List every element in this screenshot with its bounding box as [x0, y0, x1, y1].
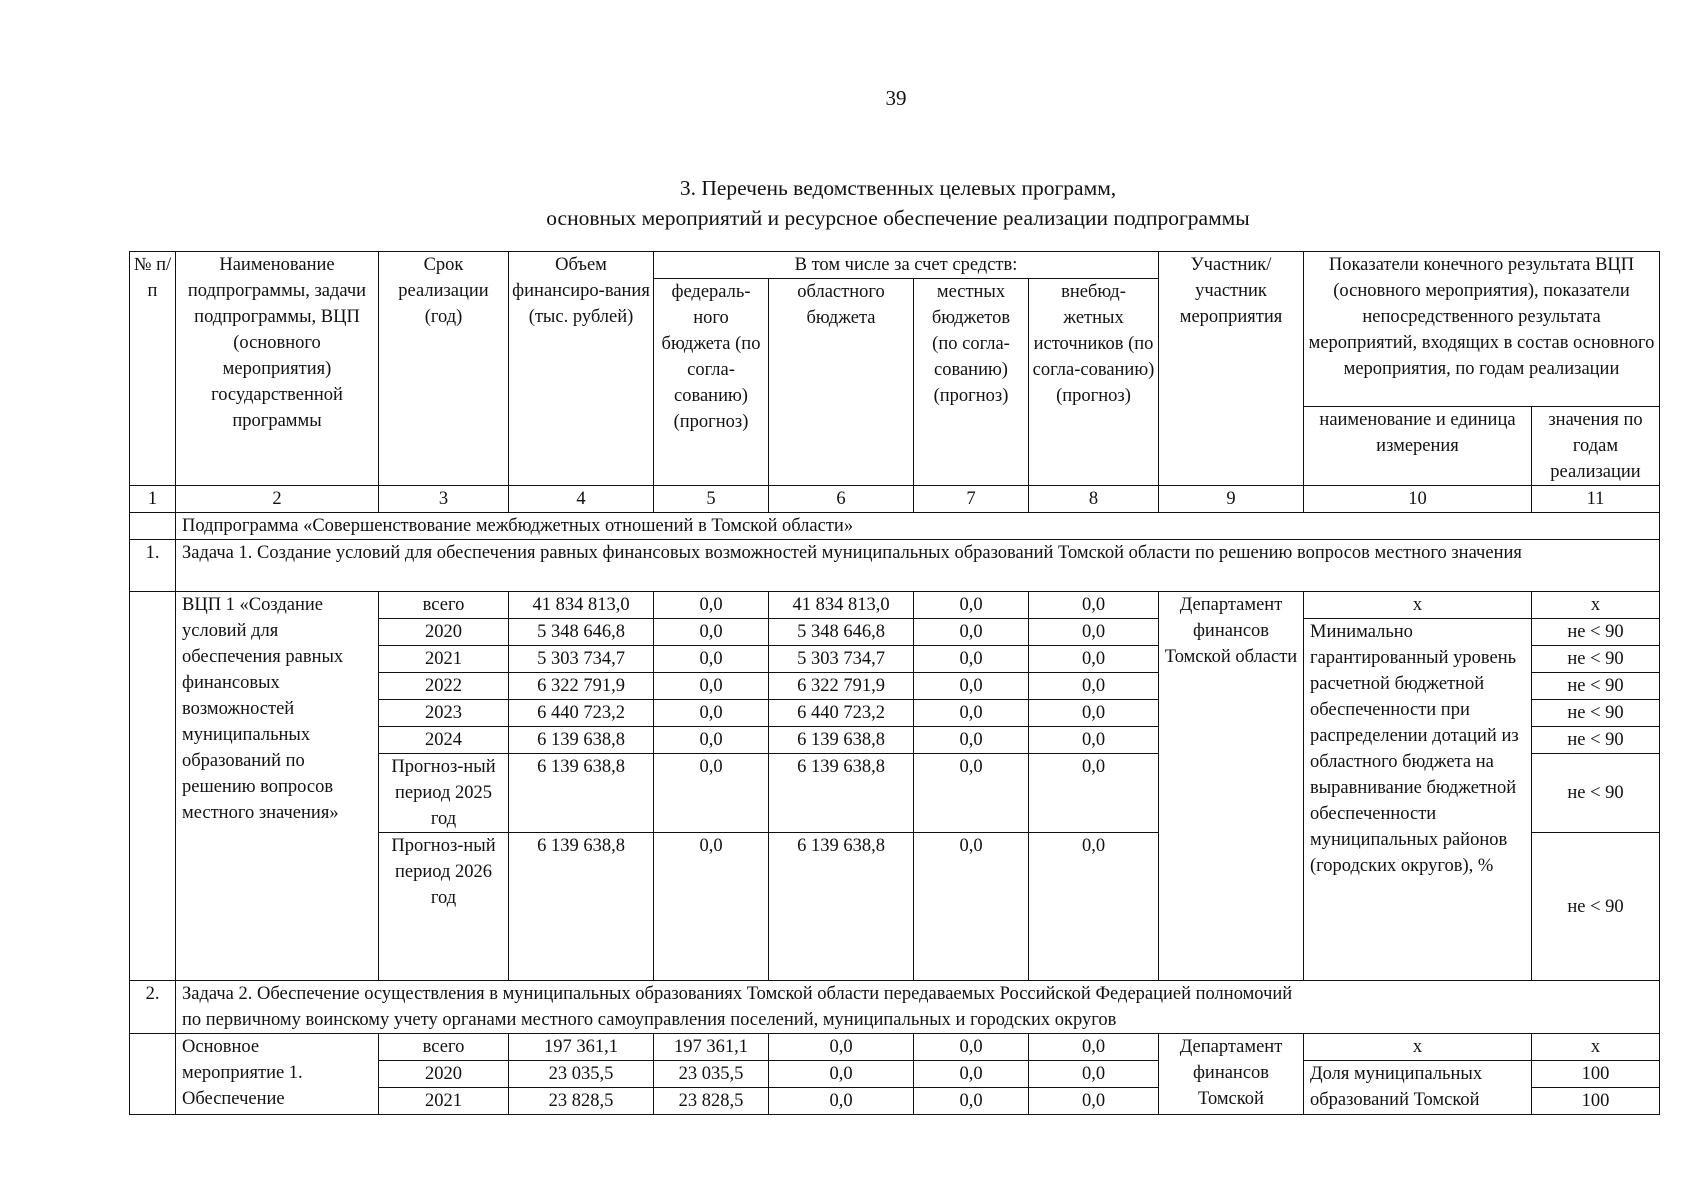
- cell-participant: [1159, 1034, 1304, 1115]
- header-col-local: местных бюджетов (по согла-сованию) (прогноз): [914, 279, 1029, 486]
- vcp-name: ВЦП 1 «Создание условий для обеспечения равных финансовых возможностей муниципальных образований по решению вопросов местного значения»: [176, 592, 379, 981]
- cell-federal: 0,0: [654, 673, 769, 700]
- cell-local: 0,0: [914, 619, 1029, 646]
- col-number: 3: [379, 486, 509, 513]
- cell-period: 2021: [379, 646, 509, 673]
- cell-value: не < 90: [1532, 727, 1660, 754]
- cell-regional: 41 834 813,0: [769, 592, 914, 619]
- subprogram-title: Подпрограмма «Совершенствование межбюджетных отношений в Томской области»: [176, 513, 1660, 540]
- empty-cell: [130, 1034, 176, 1115]
- cell-regional: 6 322 791,9: [769, 673, 914, 700]
- cell-indicator-total: x: [1304, 1034, 1532, 1061]
- table-row: [130, 592, 1660, 619]
- cell-total: 23 035,5: [509, 1061, 654, 1088]
- cell-value: 100: [1532, 1061, 1660, 1088]
- cell-participant: Департамент финансов Томской области: [1159, 592, 1304, 981]
- cell-total: 6 322 791,9: [509, 673, 654, 700]
- header-row-1: [130, 252, 1660, 279]
- cell-regional: 0,0: [769, 1061, 914, 1088]
- cell-extra: 0,0: [1029, 1061, 1159, 1088]
- cell-total: 197 361,1: [509, 1034, 654, 1061]
- cell-period: Прогноз-ный период 2026 год: [379, 833, 509, 981]
- cell-federal: 0,0: [654, 833, 769, 981]
- cell-extra: 0,0: [1029, 619, 1159, 646]
- cell-total: 6 139 638,8: [509, 727, 654, 754]
- task-row: [130, 981, 1660, 1034]
- cell-extra: 0,0: [1029, 673, 1159, 700]
- activity-name-line: Основное: [182, 1037, 260, 1057]
- header-col-participant: Участник/ участник мероприятия: [1159, 252, 1304, 486]
- cell-federal: 0,0: [654, 727, 769, 754]
- page-number: 39: [885, 86, 907, 110]
- col-number: 4: [509, 486, 654, 513]
- indicator-line: образований Томской: [1310, 1090, 1480, 1110]
- header-col-name: Наименование подпрограммы, задачи подпрограммы, ВЦП (основного мероприятия) государственной программы: [176, 252, 379, 486]
- col-number: 10: [1304, 486, 1532, 513]
- cell-local: 0,0: [914, 1088, 1029, 1115]
- header-col-regional: областного бюджета: [769, 279, 914, 486]
- cell-period: 2024: [379, 727, 509, 754]
- col-number: 9: [1159, 486, 1304, 513]
- cell-local: 0,0: [914, 727, 1029, 754]
- participant-line: финансов: [1192, 1063, 1270, 1083]
- task-title-line-1: Задача 2. Обеспечение осуществления в муниципальных образованиях Томской области передаваемых Российской Федерацией полномочий: [182, 984, 1293, 1004]
- cell-federal: 0,0: [654, 619, 769, 646]
- cell-extra: 0,0: [1029, 592, 1159, 619]
- cell-federal: 0,0: [654, 592, 769, 619]
- cell-value: не < 90: [1532, 619, 1660, 646]
- cell-regional: 6 440 723,2: [769, 700, 914, 727]
- cell-regional: 6 139 638,8: [769, 833, 914, 981]
- cell-indicator-name: Минимально гарантированный уровень расчетной бюджетной обеспеченности при распределении дотаций из областного бюджета на выравнивание бюджетной обеспеченности муниципальных районов (городских округов), %: [1304, 619, 1532, 981]
- cell-total: 5 348 646,8: [509, 619, 654, 646]
- title-line-2: основных мероприятий и ресурсное обеспечение реализации подпрограммы: [546, 206, 1250, 230]
- cell-federal: 0,0: [654, 646, 769, 673]
- task-title: [176, 981, 1660, 1034]
- cell-regional: 5 348 646,8: [769, 619, 914, 646]
- cell-total: 41 834 813,0: [509, 592, 654, 619]
- header-group-indicators: Показатели конечного результата ВЦП (основного мероприятия), показатели непосредственного результата мероприятий, входящих в состав основного мероприятия, по годам реализации: [1304, 252, 1660, 407]
- header-col-total: Объем финансиро-вания (тыс. рублей): [509, 252, 654, 486]
- cell-value: не < 90: [1532, 673, 1660, 700]
- empty-cell: [130, 592, 176, 981]
- subprogram-row: [130, 513, 1660, 540]
- col-number: 7: [914, 486, 1029, 513]
- header-col-period: Срок реализации (год): [379, 252, 509, 486]
- cell-value: не < 90: [1532, 833, 1660, 981]
- cell-total: 6 139 638,8: [509, 833, 654, 981]
- cell-regional: 5 303 734,7: [769, 646, 914, 673]
- cell-value: не < 90: [1532, 754, 1660, 833]
- cell-regional: 6 139 638,8: [769, 754, 914, 833]
- cell-local: 0,0: [914, 646, 1029, 673]
- cell-value-total: x: [1532, 592, 1660, 619]
- table-row: [130, 1034, 1660, 1061]
- col-number: 5: [654, 486, 769, 513]
- cell-regional: 0,0: [769, 1034, 914, 1061]
- cell-indicator-total: x: [1304, 592, 1532, 619]
- col-number: 6: [769, 486, 914, 513]
- cell-period: всего: [379, 592, 509, 619]
- cell-local: 0,0: [914, 673, 1029, 700]
- task-title-line-2: по первичному воинскому учету органами местного самоуправления поселений, муниципальных и городских округов: [182, 1010, 1117, 1030]
- header-col-indicator-name: наименование и единица измерения: [1304, 407, 1532, 486]
- cell-extra: 0,0: [1029, 833, 1159, 981]
- cell-local: 0,0: [914, 1034, 1029, 1061]
- col-number: 8: [1029, 486, 1159, 513]
- cell-value-total: x: [1532, 1034, 1660, 1061]
- col-number: 11: [1532, 486, 1660, 513]
- cell-extra: 0,0: [1029, 754, 1159, 833]
- cell-federal: 0,0: [654, 754, 769, 833]
- task-number: 2.: [130, 981, 176, 1034]
- header-col-extra: внебюд-жетных источников (по согла-сованию) (прогноз): [1029, 279, 1159, 486]
- cell-federal: 197 361,1: [654, 1034, 769, 1061]
- cell-period: Прогноз-ный период 2025 год: [379, 754, 509, 833]
- cell-period: 2020: [379, 1061, 509, 1088]
- header-group-funds: В том числе за счет средств:: [654, 252, 1159, 279]
- empty-cell: [130, 513, 176, 540]
- task-row: [130, 540, 1660, 592]
- task-title: Задача 1. Создание условий для обеспечения равных финансовых возможностей муниципальных образований Томской области по решению вопросов местного значения: [176, 540, 1660, 592]
- cell-extra: 0,0: [1029, 646, 1159, 673]
- cell-indicator-name: [1304, 1061, 1532, 1115]
- cell-value: не < 90: [1532, 700, 1660, 727]
- cell-total: 23 828,5: [509, 1088, 654, 1115]
- participant-line: Департамент: [1179, 1037, 1283, 1057]
- col-number: 1: [130, 486, 176, 513]
- cell-regional: 6 139 638,8: [769, 727, 914, 754]
- header-col-indicator-values: значения по годам реализации: [1532, 407, 1660, 486]
- cell-local: 0,0: [914, 700, 1029, 727]
- cell-value: не < 90: [1532, 646, 1660, 673]
- header-col-federal: федераль-ного бюджета (по согла-сованию) (прогноз): [654, 279, 769, 486]
- cell-total: 6 440 723,2: [509, 700, 654, 727]
- cell-federal: 23 828,5: [654, 1088, 769, 1115]
- cell-extra: 0,0: [1029, 727, 1159, 754]
- cell-local: 0,0: [914, 754, 1029, 833]
- title-line-1: 3. Перечень ведомственных целевых программ,: [679, 176, 1117, 200]
- cell-period: 2020: [379, 619, 509, 646]
- col-number: 2: [176, 486, 379, 513]
- activity-name-line: Обеспечение: [182, 1089, 285, 1109]
- cell-period: 2023: [379, 700, 509, 727]
- cell-period: 2022: [379, 673, 509, 700]
- cell-total: 5 303 734,7: [509, 646, 654, 673]
- cell-extra: 0,0: [1029, 1034, 1159, 1061]
- cell-total: 6 139 638,8: [509, 754, 654, 833]
- header-col-number: № п/п: [130, 252, 176, 486]
- cell-federal: 23 035,5: [654, 1061, 769, 1088]
- cell-value: 100: [1532, 1088, 1660, 1115]
- cell-period: всего: [379, 1034, 509, 1061]
- cell-local: 0,0: [914, 592, 1029, 619]
- activity-name: [176, 1034, 379, 1115]
- cell-extra: 0,0: [1029, 700, 1159, 727]
- cell-local: 0,0: [914, 1061, 1029, 1088]
- cell-period: 2021: [379, 1088, 509, 1115]
- cell-local: 0,0: [914, 833, 1029, 981]
- indicator-line: Доля муниципальных: [1310, 1064, 1483, 1084]
- program-table: [129, 251, 1660, 1115]
- cell-federal: 0,0: [654, 700, 769, 727]
- activity-name-line: мероприятие 1.: [182, 1063, 303, 1083]
- cell-extra: 0,0: [1029, 1088, 1159, 1115]
- task-number: 1.: [130, 540, 176, 592]
- header-number-row: [130, 486, 1660, 513]
- document-title: [0, 173, 1698, 233]
- participant-line: Томской: [1198, 1089, 1264, 1109]
- cell-regional: 0,0: [769, 1088, 914, 1115]
